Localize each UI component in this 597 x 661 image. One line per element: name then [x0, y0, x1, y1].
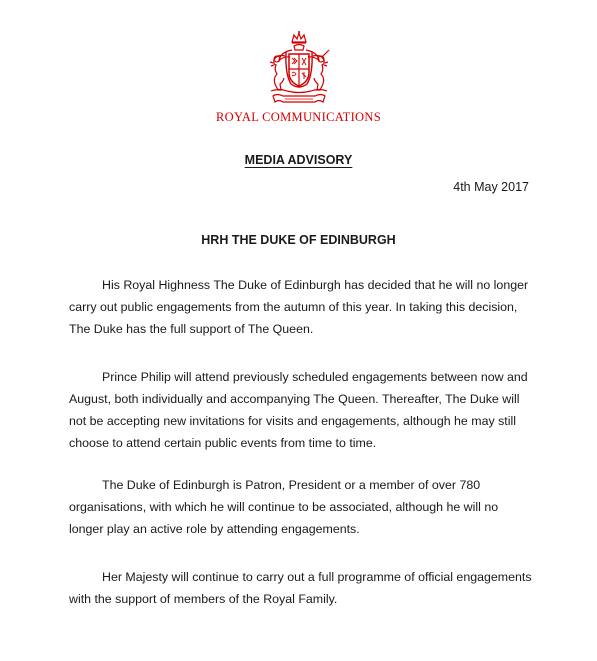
document-title: HRH THE DUKE OF EDINBURGH: [201, 233, 396, 247]
paragraph: Prince Philip will attend previously scheduled engagements between now and August, both individually and accompanying The Queen. Thereafter, The Duke will not be accepting new invitations for visits and engagements, although he may still choose to attend certain public events from time to time.: [69, 370, 528, 450]
media-advisory-label: MEDIA ADVISORY: [244, 153, 353, 167]
paragraph: Her Majesty will continue to carry out a full programme of official engagements with the support of members of the Royal Family.: [69, 570, 532, 606]
organisation-name: ROYAL COMMUNICATIONS: [216, 110, 381, 124]
document-label: [0, 153, 597, 167]
paragraph: The Duke of Edinburgh is Patron, President or a member of over 780 organisations, with which he will continue to be associated, although he will no longer play an active role by attending engagements.: [69, 478, 499, 536]
document-date: 4th May 2017: [453, 180, 529, 194]
paragraph: His Royal Highness The Duke of Edinburgh has decided that he will no longer carry out public engagements from the autumn of this year. In taking this decision, The Duke has the full support of The Queen.: [69, 278, 529, 336]
royal-coat-of-arms-icon: [259, 30, 339, 110]
